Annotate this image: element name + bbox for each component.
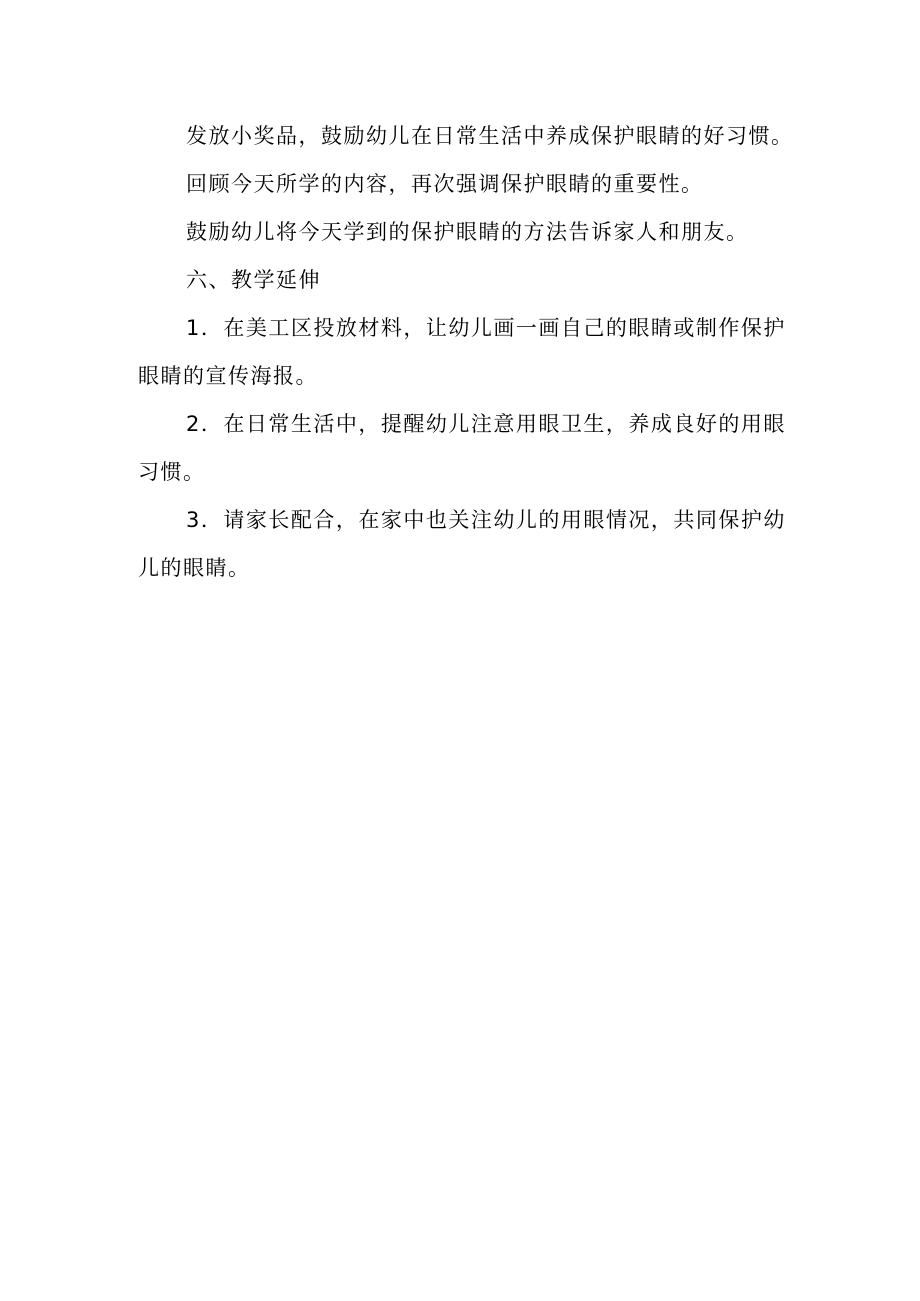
section-heading-extension: 六、教学延伸: [186, 268, 321, 292]
paragraph-review: 回顾今天所学的内容，再次强调保护眼睛的重要性。: [186, 172, 704, 196]
document-body: [138, 112, 798, 592]
paragraph-share: 鼓励幼儿将今天学到的保护眼睛的方法告诉家人和朋友。: [186, 220, 749, 244]
list-item-2: 2．在日常生活中，提醒幼儿注意用眼卫生，养成良好的用眼习惯。: [138, 412, 786, 484]
paragraph-reward: 发放小奖品，鼓励幼儿在日常生活中养成保护眼睛的好习惯。: [186, 124, 794, 148]
list-item-3: 3．请家长配合，在家中也关注幼儿的用眼情况，共同保护幼儿的眼睛。: [138, 508, 786, 580]
list-item-1: 1．在美工区投放材料，让幼儿画一画自己的眼睛或制作保护眼睛的宣传海报。: [138, 316, 786, 388]
